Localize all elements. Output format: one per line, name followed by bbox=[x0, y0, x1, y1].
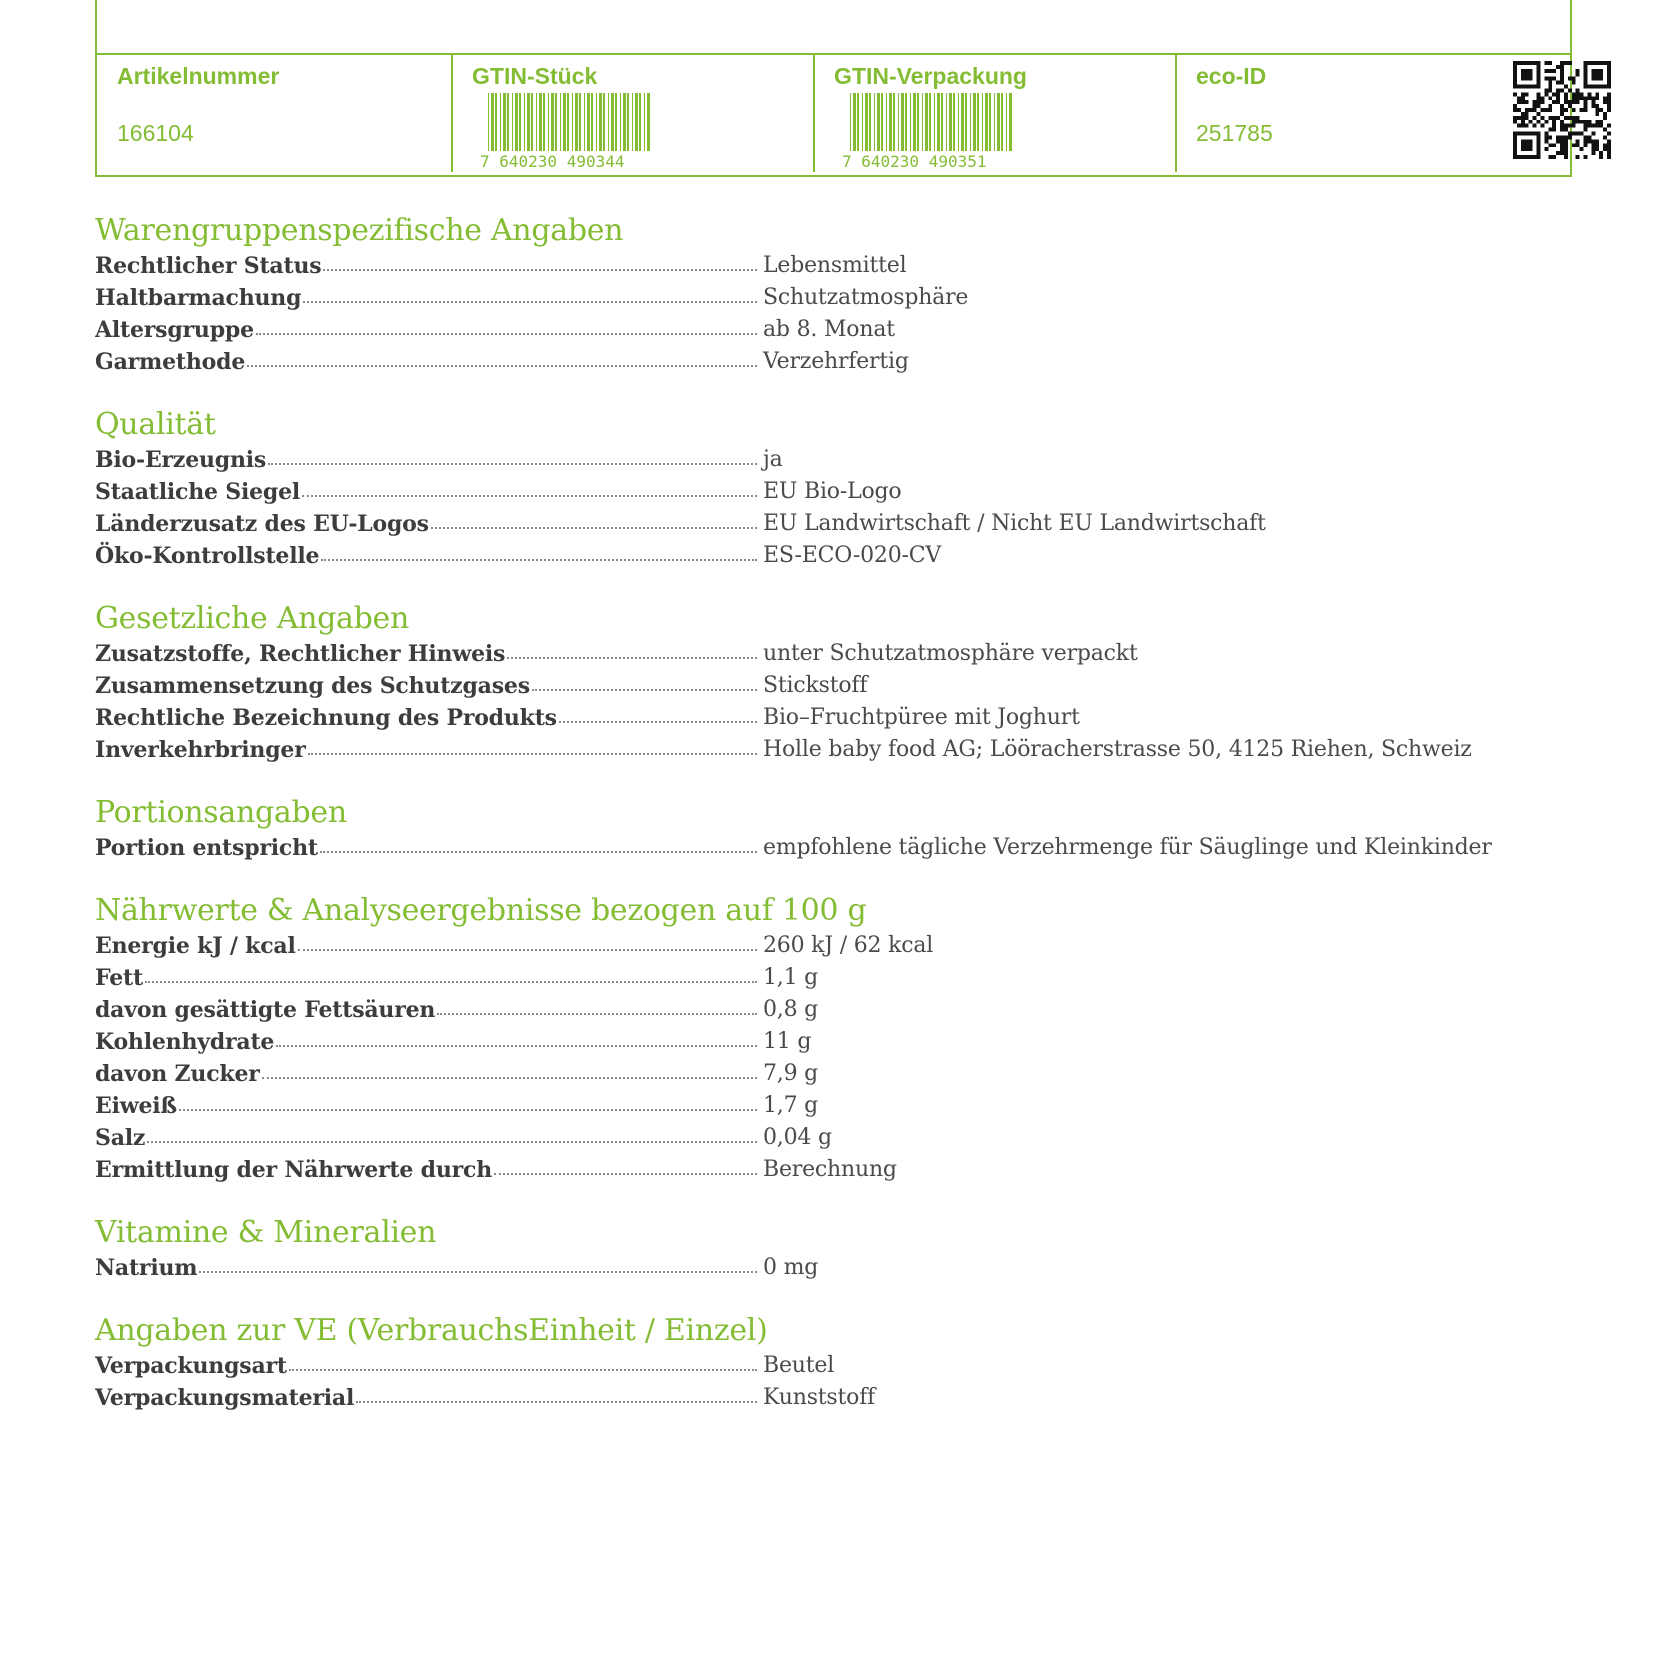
gtin-stueck-label: GTIN-Stück bbox=[472, 63, 598, 89]
barcode-bar bbox=[1001, 93, 1003, 151]
row-value: Holle baby food AG; Lööracherstrasse 50, 4125 Riehen, Schweiz bbox=[763, 737, 1472, 762]
row-label: davon gesättigte Fettsäuren bbox=[95, 997, 436, 1023]
barcode-bar bbox=[623, 93, 626, 151]
row-value: EU Bio-Logo bbox=[763, 479, 902, 504]
row-value: 11 g bbox=[763, 1029, 812, 1054]
barcode-bar bbox=[1009, 93, 1012, 151]
barcode-bar bbox=[599, 93, 602, 151]
barcode-bar bbox=[910, 93, 911, 151]
barcode-bar bbox=[567, 93, 569, 151]
barcode-bar bbox=[632, 93, 633, 151]
product-id-box bbox=[95, 0, 1572, 177]
detail-row bbox=[95, 1026, 1575, 1058]
gtin-verpackung-label: GTIN-Verpackung bbox=[834, 63, 1027, 89]
barcode-bar bbox=[934, 93, 935, 151]
row-list bbox=[95, 930, 1575, 1186]
dot-leader bbox=[256, 333, 757, 335]
row-value: Lebensmittel bbox=[763, 253, 907, 278]
barcode-bar bbox=[555, 93, 557, 151]
row-value: Verzehrfertig bbox=[763, 349, 909, 374]
row-value: 0 mg bbox=[763, 1255, 819, 1280]
detail-row bbox=[95, 346, 1575, 378]
row-label: Länderzusatz des EU-Logos bbox=[95, 511, 429, 537]
barcode-bar bbox=[941, 93, 943, 151]
barcode-bar bbox=[488, 93, 489, 151]
row-value: Bio–Fruchtpüree mit Joghurt bbox=[763, 705, 1080, 730]
detail-row bbox=[95, 1058, 1575, 1090]
section-title: Warengruppenspezifische Angaben bbox=[95, 213, 624, 248]
barcode-bar bbox=[615, 93, 617, 151]
dot-leader bbox=[437, 1013, 757, 1015]
row-label: Fett bbox=[95, 965, 143, 991]
barcode-bar bbox=[853, 93, 856, 151]
row-value: empfohlene tägliche Verzehrmenge für Säuglinge und Kleinkinder bbox=[763, 835, 1492, 860]
row-label: Ermittlung der Nährwerte durch bbox=[95, 1157, 492, 1183]
section-naehrwerte bbox=[95, 892, 1575, 1186]
barcode-bar bbox=[946, 93, 947, 151]
dot-leader bbox=[268, 463, 757, 465]
dot-leader bbox=[321, 559, 757, 561]
barcode-bar bbox=[898, 93, 899, 151]
detail-row bbox=[95, 832, 1575, 864]
row-value: 1,1 g bbox=[763, 965, 819, 990]
barcode-bar bbox=[970, 93, 971, 151]
row-value: 260 kJ / 62 kcal bbox=[763, 933, 934, 958]
dot-leader bbox=[308, 753, 757, 755]
barcode-bar bbox=[536, 93, 537, 151]
dot-leader bbox=[320, 851, 757, 853]
barcode-bar bbox=[548, 93, 549, 151]
eco-id-value: 251785 bbox=[1196, 120, 1273, 146]
barcode-bar bbox=[515, 93, 518, 151]
row-label: Garmethode bbox=[95, 349, 246, 375]
barcode-bar bbox=[917, 93, 919, 151]
barcode-bar bbox=[591, 93, 593, 151]
detail-row bbox=[95, 670, 1575, 702]
barcode-bar bbox=[977, 93, 979, 151]
row-value: Kunststoff bbox=[763, 1385, 876, 1410]
artikelnummer-value: 166104 bbox=[117, 120, 194, 146]
row-value: 7,9 g bbox=[763, 1061, 819, 1086]
dot-leader bbox=[507, 657, 757, 659]
barcode-bar bbox=[635, 93, 638, 151]
barcode-bar bbox=[865, 93, 868, 151]
barcode-bar bbox=[527, 93, 530, 151]
barcode-bar bbox=[973, 93, 976, 151]
barcode-bar bbox=[587, 93, 590, 151]
section-portionsangaben bbox=[95, 794, 1575, 864]
barcode-bar bbox=[531, 93, 533, 151]
section-gesetzliche-angaben bbox=[95, 600, 1575, 766]
gtin-verpackung-cell bbox=[814, 55, 1176, 175]
row-label: Zusatzstoffe, Rechtlicher Hinweis bbox=[95, 641, 506, 667]
detail-row bbox=[95, 540, 1575, 572]
barcode-bar bbox=[994, 93, 995, 151]
gtin-verpackung-barcode bbox=[840, 93, 1022, 169]
barcode-bar bbox=[881, 93, 883, 151]
section-warengruppe bbox=[95, 212, 1575, 378]
barcode-bar bbox=[611, 93, 614, 151]
row-label: Verpackungsmaterial bbox=[95, 1385, 355, 1411]
barcode-bar bbox=[889, 93, 892, 151]
detail-row bbox=[95, 930, 1575, 962]
barcode-bar bbox=[620, 93, 621, 151]
row-value: 0,8 g bbox=[763, 997, 819, 1022]
barcode-bar bbox=[893, 93, 895, 151]
product-details bbox=[95, 212, 1575, 1414]
dot-leader bbox=[276, 1045, 757, 1047]
barcode-bar bbox=[572, 93, 573, 151]
row-list bbox=[95, 444, 1575, 572]
barcode-bar bbox=[551, 93, 554, 151]
barcode-bar bbox=[596, 93, 597, 151]
row-value: Schutzatmosphäre bbox=[763, 285, 969, 310]
barcode-bar bbox=[905, 93, 907, 151]
barcode-bar bbox=[850, 93, 851, 151]
section-title: Portionsangaben bbox=[95, 795, 347, 830]
dot-leader bbox=[199, 1271, 757, 1273]
row-value: 0,04 g bbox=[763, 1125, 832, 1150]
barcode-bar bbox=[874, 93, 875, 151]
row-value: unter Schutzatmosphäre verpackt bbox=[763, 641, 1138, 666]
detail-row bbox=[95, 282, 1575, 314]
detail-row bbox=[95, 1090, 1575, 1122]
barcode-bar bbox=[953, 93, 955, 151]
detail-row bbox=[95, 994, 1575, 1026]
barcode-bar bbox=[503, 93, 506, 151]
detail-row bbox=[95, 1350, 1575, 1382]
row-value: ja bbox=[763, 447, 783, 472]
row-label: Kohlenhydrate bbox=[95, 1029, 275, 1055]
row-label: Rechtliche Bezeichnung des Produkts bbox=[95, 705, 557, 731]
dot-leader bbox=[302, 495, 757, 497]
row-list bbox=[95, 832, 1575, 864]
barcode-bar bbox=[961, 93, 964, 151]
dot-leader bbox=[247, 365, 757, 367]
artikelnummer-label: Artikelnummer bbox=[117, 63, 280, 89]
detail-row bbox=[95, 444, 1575, 476]
barcode-bar bbox=[997, 93, 1000, 151]
section-title: Gesetzliche Angaben bbox=[95, 601, 409, 636]
row-label: Verpackungsart bbox=[95, 1353, 287, 1379]
dot-leader bbox=[145, 981, 757, 983]
barcode-bar bbox=[886, 93, 887, 151]
barcode-bar bbox=[937, 93, 940, 151]
row-value: ES-ECO-020-CV bbox=[763, 543, 942, 568]
row-label: Energie kJ / kcal bbox=[95, 933, 296, 959]
row-label: Eiweiß bbox=[95, 1093, 177, 1119]
dot-leader bbox=[323, 269, 757, 271]
barcode-bar bbox=[901, 93, 904, 151]
row-label: Altersgruppe bbox=[95, 317, 254, 343]
detail-row bbox=[95, 734, 1575, 766]
section-verpackung bbox=[95, 1312, 1575, 1414]
barcode-bar bbox=[543, 93, 545, 151]
dot-leader bbox=[532, 689, 757, 691]
section-title: Angaben zur VE (VerbrauchsEinheit / Einzel) bbox=[95, 1313, 768, 1348]
barcode-bar bbox=[862, 93, 863, 151]
row-value: 1,7 g bbox=[763, 1093, 819, 1118]
gtin-stueck-barcode-digits: 7 640230 490344 bbox=[480, 152, 625, 169]
row-list bbox=[95, 250, 1575, 378]
barcode-bar bbox=[857, 93, 859, 151]
detail-row bbox=[95, 1122, 1575, 1154]
detail-row bbox=[95, 702, 1575, 734]
eco-id-label: eco-ID bbox=[1196, 63, 1267, 89]
dot-leader bbox=[356, 1401, 757, 1403]
detail-row bbox=[95, 476, 1575, 508]
barcode-bar bbox=[491, 93, 494, 151]
barcode-bar bbox=[958, 93, 959, 151]
row-label: Portion entspricht bbox=[95, 835, 318, 861]
row-list bbox=[95, 1350, 1575, 1414]
gtin-stueck-barcode bbox=[478, 93, 660, 169]
barcode-bar bbox=[507, 93, 509, 151]
gtin-stueck-cell bbox=[452, 55, 814, 175]
barcode-bar bbox=[1006, 93, 1007, 151]
row-label: Salz bbox=[95, 1125, 146, 1151]
section-title: Vitamine & Mineralien bbox=[95, 1215, 437, 1250]
detail-row bbox=[95, 508, 1575, 540]
barcode-bar bbox=[575, 93, 578, 151]
dot-leader bbox=[494, 1173, 757, 1175]
dot-leader bbox=[431, 527, 757, 529]
barcode-bar bbox=[877, 93, 880, 151]
row-list bbox=[95, 638, 1575, 766]
row-value: Beutel bbox=[763, 1353, 835, 1378]
row-value: Stickstoff bbox=[763, 673, 868, 698]
dot-leader bbox=[298, 949, 757, 951]
barcode-bar bbox=[949, 93, 952, 151]
detail-row bbox=[95, 1252, 1575, 1284]
barcode-bar bbox=[922, 93, 923, 151]
detail-row bbox=[95, 1382, 1575, 1414]
barcode-bar bbox=[982, 93, 983, 151]
row-value: Berechnung bbox=[763, 1157, 897, 1182]
dot-leader bbox=[262, 1077, 757, 1079]
barcode-bar bbox=[519, 93, 521, 151]
barcode-bar bbox=[639, 93, 641, 151]
barcode-bar bbox=[608, 93, 609, 151]
detail-row bbox=[95, 250, 1575, 282]
section-qualitaet bbox=[95, 406, 1575, 572]
barcode-bar bbox=[500, 93, 501, 151]
barcode-bar bbox=[989, 93, 991, 151]
dot-leader bbox=[179, 1109, 757, 1111]
dot-leader bbox=[289, 1369, 757, 1371]
dot-leader bbox=[147, 1141, 757, 1143]
row-label: Bio-Erzeugnis bbox=[95, 447, 267, 473]
barcode-bar bbox=[584, 93, 585, 151]
detail-row bbox=[95, 1154, 1575, 1186]
row-label: davon Zucker bbox=[95, 1061, 260, 1087]
dot-leader bbox=[559, 721, 757, 723]
detail-row bbox=[95, 638, 1575, 670]
barcode-bar bbox=[627, 93, 629, 151]
barcode-bar bbox=[869, 93, 871, 151]
qr-code-icon bbox=[1513, 61, 1611, 159]
barcode-bar bbox=[524, 93, 525, 151]
barcode-bar bbox=[560, 93, 561, 151]
barcode-bar bbox=[985, 93, 988, 151]
barcode-bar bbox=[647, 93, 650, 151]
barcode-bar bbox=[965, 93, 967, 151]
barcode-bar bbox=[925, 93, 928, 151]
barcode-bar bbox=[644, 93, 645, 151]
row-label: Natrium bbox=[95, 1255, 198, 1281]
row-value: EU Landwirtschaft / Nicht EU Landwirtschaft bbox=[763, 511, 1266, 536]
row-label: Haltbarmachung bbox=[95, 285, 302, 311]
barcode-bar bbox=[512, 93, 513, 151]
row-label: Rechtlicher Status bbox=[95, 253, 322, 279]
section-title: Nährwerte & Analyseergebnisse bezogen auf 100 g bbox=[95, 893, 867, 928]
row-label: Öko-Kontrollstelle bbox=[95, 543, 320, 569]
eco-id-cell bbox=[1176, 55, 1570, 175]
barcode-bar bbox=[929, 93, 931, 151]
section-title: Qualität bbox=[95, 407, 216, 442]
barcode-bar bbox=[539, 93, 542, 151]
barcode-bar bbox=[563, 93, 566, 151]
barcode-bar bbox=[579, 93, 581, 151]
section-vitamine bbox=[95, 1214, 1575, 1284]
row-list bbox=[95, 1252, 1575, 1284]
barcode-bar bbox=[603, 93, 605, 151]
detail-row bbox=[95, 314, 1575, 346]
barcode-bar bbox=[495, 93, 497, 151]
row-label: Zusammensetzung des Schutzgases bbox=[95, 673, 530, 699]
dot-leader bbox=[303, 301, 757, 303]
row-label: Inverkehrbringer bbox=[95, 737, 306, 763]
detail-row bbox=[95, 962, 1575, 994]
row-value: ab 8. Monat bbox=[763, 317, 895, 342]
barcode-bar bbox=[913, 93, 916, 151]
gtin-verpackung-barcode-digits: 7 640230 490351 bbox=[842, 152, 987, 169]
artikelnummer-cell bbox=[97, 55, 452, 175]
row-label: Staatliche Siegel bbox=[95, 479, 301, 505]
